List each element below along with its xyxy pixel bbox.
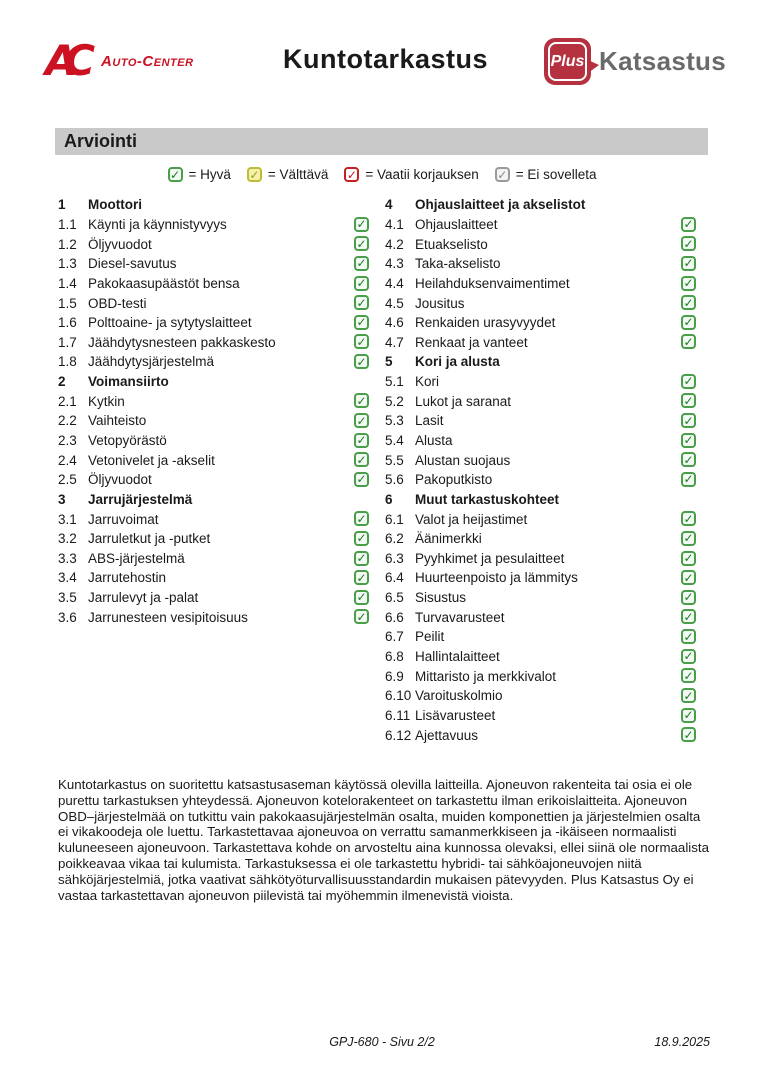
item-label: Kori ja alusta [415,354,500,370]
status-good-check-icon: ✓ [681,217,696,232]
item-label: Pyyhkimet ja pesulaitteet [415,550,565,566]
checklist-row [58,568,385,588]
item-label: Muut tarkastuskohteet [415,491,560,507]
item-label: Diesel-savutus [88,256,177,272]
checklist-row [385,274,712,294]
item-label: Lasit [415,413,444,429]
item-number: 4.7 [385,334,404,350]
item-number: 4.2 [385,236,404,252]
item-number: 5.2 [385,393,404,409]
status-good-check-icon: ✓ [681,531,696,546]
section-header-row [385,490,712,510]
legend-repair-check-icon: ✓ [344,167,359,182]
status-good-check-icon: ✓ [681,511,696,526]
item-label: Moottori [88,197,142,213]
item-number: 6.2 [385,531,404,547]
item-number: 1.4 [58,275,77,291]
item-label: Turvavarusteet [415,609,505,625]
auto-center-logo-text: Auto-Center [101,52,194,70]
section-header-row [58,195,385,215]
checklist-column-left [58,195,385,745]
item-label: Renkaiden urasyvyydet [415,315,556,331]
item-label: Heilahduksenvaimentimet [415,275,570,291]
status-good-check-icon: ✓ [681,452,696,467]
status-good-check-icon: ✓ [354,433,369,448]
item-label: Jarruvoimat [88,511,159,527]
status-good-check-icon: ✓ [681,315,696,330]
checklist-row [58,234,385,254]
item-label: Ohjauslaitteet ja akselistot [415,197,586,213]
item-number: 3.3 [58,550,77,566]
section-header-arviointi: Arviointi [55,128,708,155]
item-label: Huurteenpoisto ja lämmitys [415,570,578,586]
item-number: 6.7 [385,629,404,645]
legend-item-repair [344,167,478,182]
status-good-check-icon: ✓ [354,413,369,428]
ac-monogram-icon: AC [45,36,84,85]
item-label: Jarrulevyt ja -palat [88,590,199,606]
katsastus-logo-text: Katsastus [599,46,726,76]
item-label: Hallintalaitteet [415,649,500,665]
item-label: Äänimerkki [415,531,482,547]
item-number: 1.7 [58,334,77,350]
legend-good-check-icon: ✓ [168,167,183,182]
item-number: 1.5 [58,295,77,311]
item-label: Jousitus [415,295,465,311]
checklist-row [58,450,385,470]
status-good-check-icon: ✓ [681,727,696,742]
checklist-row [58,588,385,608]
item-number: 4.5 [385,295,404,311]
plus-badge-icon [544,38,591,85]
legend-item-fair [247,167,328,182]
status-good-check-icon: ✓ [681,334,696,349]
status-good-check-icon: ✓ [681,668,696,683]
item-number: 2.3 [58,433,77,448]
status-good-check-icon: ✓ [354,256,369,271]
item-number: 6.12 [385,727,412,743]
checklist-row [385,706,712,726]
footer-date: 18.9.2025 [654,1035,710,1049]
checklist-row [385,607,712,627]
legend-label: = Välttävä [267,167,329,182]
checklist-row [385,588,712,608]
checklist-row [58,313,385,333]
item-number: 3 [58,491,66,507]
section-header-row [58,372,385,392]
status-good-check-icon: ✓ [354,511,369,526]
status-good-check-icon: ✓ [354,472,369,487]
plus-katsastus-logo [544,38,726,85]
item-label: Voimansiirto [88,374,169,390]
item-number: 6.5 [385,590,404,606]
item-number: 6.11 [385,707,411,723]
item-label: Jarrujärjestelmä [88,491,193,507]
checklist-row [58,332,385,352]
item-number: 1.1 [58,216,77,232]
item-number: 4.6 [385,315,404,331]
item-number: 1 [58,197,66,213]
legend-label: = Vaatii korjauksen [365,167,479,182]
item-label: Pakoputkisto [415,472,493,488]
checklist-row [58,391,385,411]
status-good-check-icon: ✓ [354,236,369,251]
plus-badge-text: Plus [548,42,587,81]
item-label: Ohjauslaitteet [415,216,498,232]
checklist-row [385,627,712,647]
status-good-check-icon: ✓ [354,393,369,408]
status-good-check-icon: ✓ [681,609,696,624]
checklist-row [385,568,712,588]
status-good-check-icon: ✓ [681,295,696,310]
status-good-check-icon: ✓ [681,629,696,644]
status-good-check-icon: ✓ [681,472,696,487]
section-header-row [385,195,712,215]
legend-item-na [495,167,597,182]
item-number: 5.3 [385,413,404,429]
item-label: Öljyvuodot [88,236,152,252]
item-number: 1.2 [58,236,77,252]
status-good-check-icon: ✓ [681,393,696,408]
item-number: 2.1 [58,393,77,409]
disclaimer-text: Kuntotarkastus on suoritettu katsastusaseman käytössä olevilla laitteilla. Ajoneuvon rakenteita tai osia ei ole purettu tarkastuksen yhteydessä. Ajoneuvon kotelorakenteet on tarkastettu ilman erikoislaitteita. Ajoneuvon OBD–järjestelmää on tutkittu vain pakokaasujärjestelmän osalta, muiden komponettien ja järjestelmien osalta ei vikakoodeja ole luettu. Tarkastettavaa ajoneuvoa on verrattu samanmerkkiseen ja -ikäiseen normaalisti kuluneeseen ajoneuvoon. Tarkastettava kohde on arvosteltu aina kunnossa olevaksi, ellei siinä ole normaalista poikkeavaa vikaa tai kulumista. Tarkastuksessa ei ole tarkastettu hybridi- tai sähköajoneuvojen niitä sähköjärjestelmiä, jotka vaativat sähkötyöturvallisuusstandardin mukaisen pätevyyden. Plus Katsastus Oy ei vastaa tarkastettavan ajoneuvon piilevistä tai myöhemmin ilmenevistä vioista. [58,777,709,903]
status-good-check-icon: ✓ [354,609,369,624]
rating-legend [0,167,764,182]
item-label: Peilit [415,629,445,645]
checklist-row [385,313,712,333]
legend-item-good [168,167,231,182]
checklist-row [58,509,385,529]
item-label: ABS-järjestelmä [88,550,185,566]
item-number: 1.3 [58,256,77,272]
checklist-row [385,234,712,254]
item-label: Pakokaasupäästöt bensa [88,275,240,291]
item-number: 6.4 [385,570,404,586]
checklist-row [385,372,712,392]
status-good-check-icon: ✓ [681,276,696,291]
status-good-check-icon: ✓ [354,315,369,330]
checklist-row [58,411,385,431]
checklist-row [385,549,712,569]
item-label: Vetopyörästö [88,433,167,448]
item-number: 5.5 [385,452,404,468]
checklist-row [58,529,385,549]
checklist-row [385,431,712,451]
item-label: Lisävarusteet [415,707,496,723]
checklist-row [58,549,385,569]
item-number: 6 [385,491,393,507]
status-good-check-icon: ✓ [354,570,369,585]
legend-na-check-icon: ✓ [495,167,510,182]
item-label: Jarrunesteen vesipitoisuus [88,609,248,625]
item-label: Vetonivelet ja -akselit [88,452,215,468]
item-number: 2.4 [58,452,77,468]
status-good-check-icon: ✓ [681,570,696,585]
checklist-row [58,470,385,490]
item-label: Polttoaine- ja sytytyslaitteet [88,315,252,331]
item-number: 1.6 [58,315,77,331]
status-good-check-icon: ✓ [354,531,369,546]
report-header [45,38,726,96]
checklist-row [385,666,712,686]
checklist-row [385,647,712,667]
status-good-check-icon: ✓ [681,433,696,448]
legend-label: = Hyvä [188,167,231,182]
checklist-row [385,725,712,745]
item-label: Käynti ja käynnistyvyys [88,216,227,232]
item-number: 6.10 [385,688,412,704]
footer-page-info: GPJ-680 - Sivu 2/2 [329,1035,435,1049]
item-number: 4.4 [385,275,404,291]
item-label: Lukot ja saranat [415,393,512,409]
item-label: Varoituskolmio [415,688,503,704]
item-number: 2.2 [58,413,77,429]
status-good-check-icon: ✓ [354,590,369,605]
checklist-row [58,352,385,372]
status-good-check-icon: ✓ [681,551,696,566]
status-good-check-icon: ✓ [681,708,696,723]
checklist-row [385,332,712,352]
status-good-check-icon: ✓ [354,295,369,310]
item-label: OBD-testi [88,295,147,311]
item-label: Öljyvuodot [88,472,152,488]
item-number: 1.8 [58,354,77,370]
checklist-row [58,293,385,313]
checklist-row [385,470,712,490]
status-good-check-icon: ✓ [681,236,696,251]
legend-fair-check-icon: ✓ [247,167,262,182]
item-label: Alustan suojaus [415,452,511,468]
item-number: 6.1 [385,511,404,527]
checklist-row [385,391,712,411]
item-label: Kori [415,374,440,390]
item-number: 3.1 [58,511,77,527]
item-number: 3.6 [58,609,77,625]
item-number: 6.8 [385,649,404,665]
item-label: Jäähdytysjärjestelmä [88,354,215,370]
item-label: Valot ja heijastimet [415,511,528,527]
status-good-check-icon: ✓ [681,374,696,389]
item-label: Jäähdytysnesteen pakkaskesto [88,334,276,350]
item-label: Mittaristo ja merkkivalot [415,668,557,684]
status-good-check-icon: ✓ [354,551,369,566]
checklist-row [385,215,712,235]
item-number: 4.1 [385,216,404,232]
section-header-row [58,490,385,510]
checklist-row [385,293,712,313]
section-header-row [385,352,712,372]
item-number: 5.4 [385,433,404,448]
item-number: 2.5 [58,472,77,488]
checklist-row [385,686,712,706]
status-good-check-icon: ✓ [354,452,369,467]
item-label: Jarrutehostin [88,570,167,586]
item-number: 6.3 [385,550,404,566]
page-title: Kuntotarkastus [282,44,489,74]
item-label: Etuakselisto [415,236,488,252]
checklist-row [58,254,385,274]
status-good-check-icon: ✓ [354,334,369,349]
item-label: Vaihteisto [88,413,147,429]
checklist-row [385,509,712,529]
status-good-check-icon: ✓ [681,590,696,605]
checklist-row [58,215,385,235]
item-label: Sisustus [415,590,467,606]
checklist-row [385,450,712,470]
item-label: Ajettavuus [415,727,479,743]
item-number: 6.6 [385,609,404,625]
status-good-check-icon: ✓ [681,413,696,428]
item-label: Alusta [415,433,453,448]
item-label: Renkaat ja vanteet [415,334,528,350]
item-number: 2 [58,374,66,390]
status-good-check-icon: ✓ [681,256,696,271]
item-number: 3.4 [58,570,77,586]
item-label: Jarruletkut ja -putket [88,531,211,547]
checklist-row [385,411,712,431]
item-number: 5.6 [385,472,404,488]
status-good-check-icon: ✓ [681,649,696,664]
item-number: 3.2 [58,531,77,547]
item-number: 5 [385,354,393,370]
checklist-row [385,254,712,274]
item-number: 5.1 [385,374,404,390]
item-number: 4.3 [385,256,404,272]
checklist-row [385,529,712,549]
status-good-check-icon: ✓ [354,217,369,232]
checklist-row [58,607,385,627]
item-number: 3.5 [58,590,77,606]
status-good-check-icon: ✓ [354,276,369,291]
checklist-row [58,431,385,451]
status-good-check-icon: ✓ [681,688,696,703]
item-label: Kytkin [88,393,125,409]
status-good-check-icon: ✓ [354,354,369,369]
checklist [58,195,712,745]
item-number: 4 [385,197,393,213]
legend-label: = Ei sovelleta [515,167,597,182]
item-number: 6.9 [385,668,404,684]
checklist-column-right [385,195,712,745]
checklist-row [58,274,385,294]
item-label: Taka-akselisto [415,256,501,272]
